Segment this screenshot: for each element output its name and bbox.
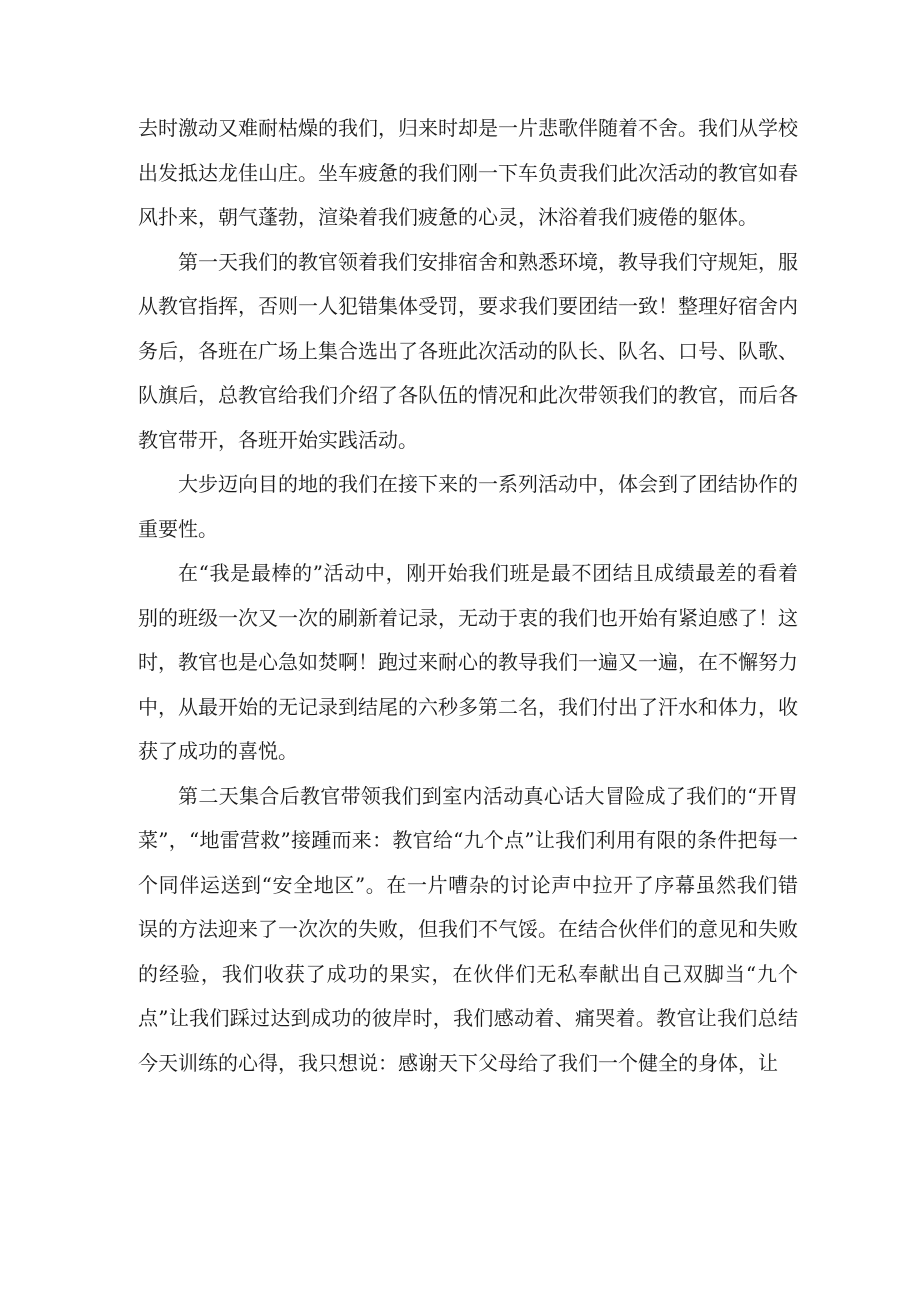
- body-text: [138, 106, 798, 1085]
- paragraph-3: 大步迈向目的地的我们在接下来的一系列活动中，体会到了团结协作的重要性。: [138, 472, 798, 541]
- paragraph-5: 第二天集合后教官带领我们到室内活动真心话大冒险成了我们的“开胃菜”，“地雷营救”接踵而来：教官给“九个点”让我们利用有限的条件把每一个同伴运送到“安全地区”。在一片嘈杂的讨论声中拉开了序幕虽然我们错误的方法迎来了一次次的失败，但我们不气馁。在结合伙伴们的意见和失败的经验，我们收获了成功的果实，在伙伴们无私奉献出自己双脚当“九个点”让我们踩过达到成功的彼岸时，我们感动着、痛哭着。教官让我们总结今天训练的心得，我只想说：感谢天下父母给了我们一个健全的身体，让: [138, 783, 798, 1075]
- paragraph-4: 在“我是最棒的”活动中，刚开始我们班是最不团结且成绩最差的看着别的班级一次又一次的刷新着记录，无动于衷的我们也开始有紧迫感了！这时，教官也是心急如焚啊！跑过来耐心的教导我们一遍又一遍，在不懈努力中，从最开始的无记录到结尾的六秒多第二名，我们付出了汗水和体力，收获了成功的喜悦。: [138, 561, 798, 763]
- paragraph-1: 去时激动又难耐枯燥的我们，归来时却是一片悲歌伴随着不舍。我们从学校出发抵达龙佳山庄。坐车疲惫的我们刚一下车负责我们此次活动的教官如春风扑来，朝气蓬勃，渲染着我们疲惫的心灵，沐浴着我们疲倦的躯体。: [138, 116, 798, 229]
- paragraph-2: 第一天我们的教官领着我们安排宿舍和熟悉环境，教导我们守规矩，服从教官指挥，否则一人犯错集体受罚，要求我们要团结一致！整理好宿舍内务后，各班在广场上集合选出了各班此次活动的队长、队名、口号、队歌、队旗后，总教官给我们介绍了各队伍的情况和此次带领我们的教官，而后各教官带开，各班开始实践活动。: [138, 249, 798, 452]
